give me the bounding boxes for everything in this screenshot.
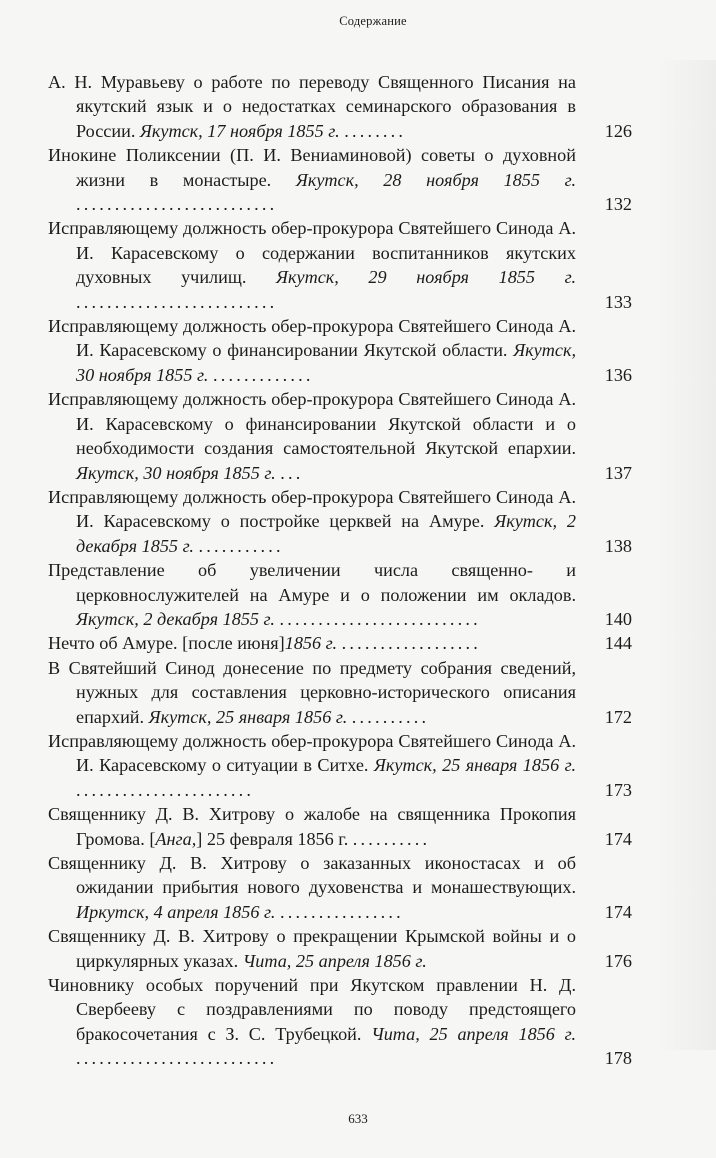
entry-title: Священнику Д. В. Хитрову о заказанных иконостасах и об ожидании прибытия нового духовенства и монашествующих. (48, 853, 576, 898)
entry-page-number: 136 (604, 364, 632, 385)
leader-dots: .......................... (76, 291, 278, 312)
entry-place-date: Якутск, 29 ноября 1855 г. (276, 267, 577, 288)
entry-title: Исправляющему должность обер-прокурора Святейшего Синода А. И. Карасевскому о ситуации в Ситхе. (48, 730, 576, 776)
entry-title: Исправляющему должность обер-прокурора Святейшего Синода А. И. Карасевскому о содержании воспитанников якутских духовных училищ. (48, 218, 576, 288)
entry-place-date: Якутск, 2 декабря 1855 г. (76, 511, 577, 556)
toc-entry (48, 558, 632, 631)
leader-dots: .......... (352, 828, 431, 849)
entry-place-date: Анга, (155, 828, 197, 849)
entry-page-number: 176 (604, 950, 632, 971)
leader-dots: ... (280, 462, 304, 483)
leader-dots: ........... (198, 535, 284, 556)
entry-title: Исправляющему должность обер-прокурора Святейшего Синода А. И. Карасевскому о постройке церквей на Амуре. (48, 486, 576, 532)
toc-entry (48, 802, 632, 851)
entry-page-number: 174 (604, 901, 632, 922)
entry-place-date: Якутск, 17 ноября 1855 г. (139, 120, 340, 141)
leader-dots: ................ (279, 901, 404, 922)
leader-dots: .......................... (279, 608, 481, 629)
entry-place-date: Якутск, 30 ноября 1855 г. (76, 462, 276, 483)
leader-dots: .......................... (76, 194, 278, 215)
entry-place-date: Чита, 25 апреля 1856 г. (371, 1023, 576, 1044)
entry-page-number: 172 (604, 706, 632, 727)
toc-entry (48, 387, 632, 485)
entry-page-number: 144 (604, 633, 632, 654)
entry-title: Исправляющему должность обер-прокурора Святейшего Синода А. И. Карасевскому о финансировании Якутской области. (48, 316, 576, 361)
leader-dots: .................. (341, 633, 482, 654)
entry-page-number: 138 (604, 535, 632, 556)
entry-page-number: 174 (604, 828, 632, 849)
toc-entry (48, 729, 632, 802)
entry-title: Представление об увеличении числа священно- и церковнослужителей на Амуре и о положении им окладов. (48, 560, 576, 605)
toc-entry (48, 631, 632, 655)
toc-entry (48, 656, 632, 729)
entry-place-date: Якутск, 25 января 1856 г. (373, 755, 576, 776)
leader-dots: ........ (344, 120, 407, 141)
entry-place-date: Якутск, 25 января 1856 г. (148, 706, 348, 727)
toc-entry (48, 973, 632, 1071)
entry-title: Чиновнику особых поручений при Якутском правлении Н. Д. Свербееву с поздравлениями по поводу предстоящего бракосочетания с З. С. Трубецкой. (48, 975, 576, 1044)
entry-page-number: 178 (604, 1048, 632, 1069)
entry-title: Священнику Д. В. Хитрову о жалобе на священника Прокопия Громова. [ (48, 804, 576, 849)
entry-place-date: Якутск, 28 ноября 1855 г. (295, 169, 577, 190)
leader-dots: ............. (212, 364, 314, 385)
leader-dots: ....................... (76, 779, 255, 800)
entry-title: Священнику Д. В. Хитрову о прекращении Крымской войны и о циркулярных указах. (48, 926, 576, 971)
entry-page-number: 126 (604, 120, 632, 141)
entry-page-number: 173 (604, 779, 632, 800)
entry-title: А. Н. Муравьеву о работе по переводу Священного Писания на якутский язык и о недостатках семинарского образования в России. (48, 72, 576, 141)
entry-date: ] 25 февраля 1856 г. (196, 828, 349, 849)
toc-entry (48, 485, 632, 558)
toc-entry (48, 924, 632, 973)
entry-title: Нечто об Амуре. [после июня] (48, 633, 285, 654)
toc-entry (48, 851, 632, 924)
entry-title: Инокине Поликсении (П. И. Вениаминовой) советы о духовной жизни в монастыре. (48, 145, 576, 190)
running-head: Содержание (339, 14, 407, 28)
entry-place-date: Иркутск, 4 апреля 1856 г. (76, 901, 276, 922)
entry-title: В Святейший Синод донесение по предмету собрания сведений, нужных для составления церковно-исторического описания епархий. (48, 657, 576, 727)
entry-page-number: 133 (604, 291, 632, 312)
page-edge-shadow (656, 60, 716, 1050)
table-of-contents (48, 70, 632, 1071)
entry-page-number: 140 (604, 608, 632, 629)
entry-place-date: 1856 г. (284, 633, 338, 654)
entry-page-number: 132 (604, 194, 632, 215)
entry-place-date: Якутск, 30 ноября 1855 г. (76, 340, 576, 385)
entry-place-date: Чита, 25 апреля 1856 г. (242, 950, 427, 971)
toc-entry (48, 314, 632, 387)
page-number: 633 (348, 1111, 368, 1126)
toc-entry (48, 70, 632, 143)
entry-title: Исправляющему должность обер-прокурора Святейшего Синода А. И. Карасевскому о финансировании Якутской области и о необходимости создания самостоятельной Якутской епархии. (48, 389, 576, 459)
toc-entry (48, 216, 632, 314)
entry-page-number: 137 (604, 462, 632, 483)
leader-dots: .......... (351, 706, 430, 727)
entry-place-date: Якутск, 2 декабря 1855 г. (76, 608, 275, 629)
toc-entry (48, 143, 632, 216)
leader-dots: .......................... (76, 1048, 278, 1069)
